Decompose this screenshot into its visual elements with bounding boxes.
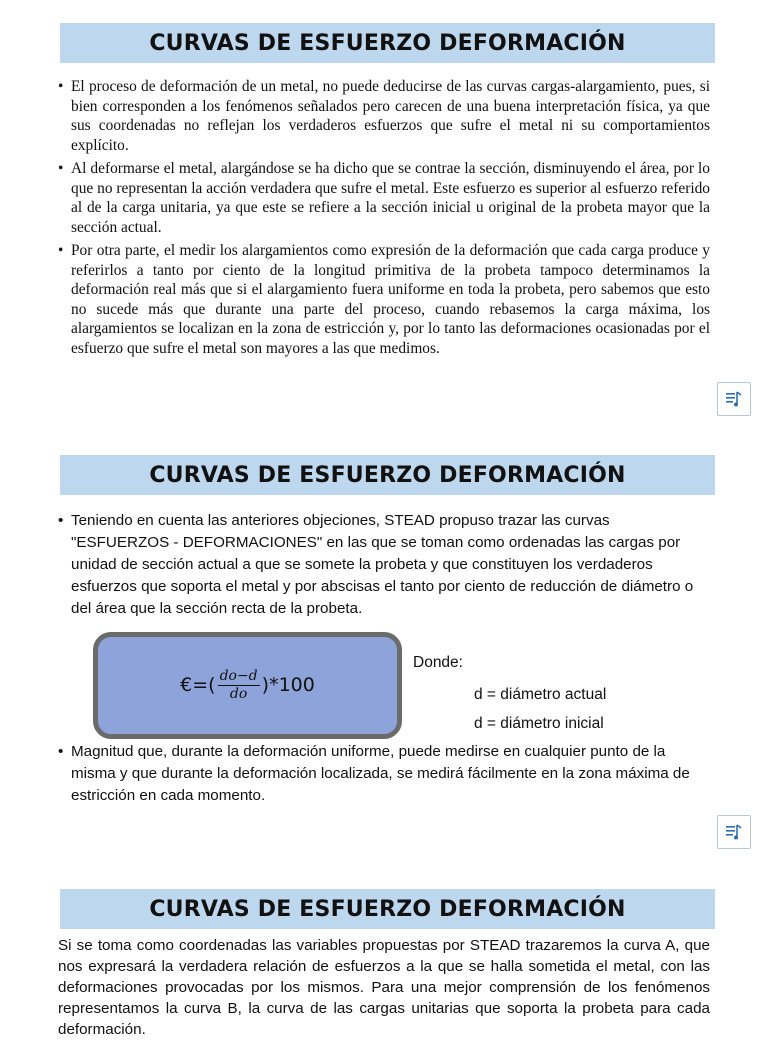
formula: €=( $\frac{do-d}{do}$ )*100 bbox=[180, 668, 315, 702]
list-item: • Al deformarse el metal, alargándose se ha dicho que se contrae la sección, disminuyendo el área, por lo que no representan la acción verdadera que sufre el metal. Este esfuerzo es superior al esfuerzo referido al de la carga unitaria, ya que este se refiere a la sección inicial u original de la probeta mayor que la sección actual. bbox=[58, 160, 710, 236]
speaker-notes-button[interactable] bbox=[717, 382, 751, 416]
slide3-title: CURVAS DE ESFUERZO DEFORMACIÓN bbox=[60, 889, 715, 929]
definition-inicial: d = diámetro inicial bbox=[474, 715, 604, 732]
speaker-notes-icon bbox=[724, 389, 744, 409]
slide2-bullet-list-2 bbox=[58, 741, 710, 807]
slide1-title: CURVAS DE ESFUERZO DEFORMACIÓN bbox=[60, 23, 715, 63]
definition-actual: d = diámetro actual bbox=[474, 686, 607, 703]
slide3-paragraph: Si se toma como coordenadas las variables propuestas por STEAD trazaremos la curva A, que nos expresará la verdadera relación de esfuerzos a la que se halla sometida el metal, con las deformaciones provocadas por los mismos. Para una mejor comprensión de los fenómenos representamos la curva B, la curva de las cargas unitarias que soporta la probeta para cada deformación. bbox=[58, 937, 710, 1038]
list-item: • Magnitud que, durante la deformación uniforme, puede medirse en cualquier punto de la misma y que durante la deformación localizada, se medirá fácilmente en la zona máxima de estricción en cada momento. bbox=[58, 743, 690, 804]
slide2-bullet-list bbox=[58, 510, 710, 620]
list-item: • Por otra parte, el medir los alargamientos como expresión de la deformación que cada carga produce y referirlos a tanto por ciento de la longitud primitiva de la probeta tampoco determinamos la deformación real más que si el alargamiento fuera uniforme en toda la probeta, pero sabemos que esto no sucede más que durante una parte del proceso, cuando rebasemos la carga máxima, los alargamientos se localizan en la zona de estricción y, por lo tanto las deformaciones ocasionadas por el esfuerzo que sufre el metal son mayores a las que medimos. bbox=[58, 242, 710, 357]
formula-fraction: $\frac{do-d}{do}$ bbox=[219, 668, 258, 702]
speaker-notes-icon bbox=[724, 822, 744, 842]
donde-label: Donde: bbox=[413, 654, 463, 671]
formula-box bbox=[93, 632, 402, 739]
speaker-notes-button[interactable] bbox=[717, 815, 751, 849]
list-item: • El proceso de deformación de un metal, no puede deducirse de las curvas cargas-alargamiento, pues, si bien corresponden a los fenómenos señalados pero carecen de una buena interpretación física, ya que sus coordenadas no reflejan los verdaderos esfuerzos que sufre el metal ni su comportamientos explícito. bbox=[58, 78, 710, 154]
slide1-bullet-list bbox=[58, 77, 710, 362]
slide2-title: CURVAS DE ESFUERZO DEFORMACIÓN bbox=[60, 455, 715, 495]
list-item: • Teniendo en cuenta las anteriores objeciones, STEAD propuso trazar las curvas "ESFUERZOS - DEFORMACIONES" en las que se toman como ordenadas las cargas por unidad de sección actual a que se somete la probeta y que constituyen los verdaderos esfuerzos que soporta el metal y por abscisas el tanto por ciento de reducción de diámetro o del área que la sección recta de la probeta. bbox=[58, 512, 694, 617]
